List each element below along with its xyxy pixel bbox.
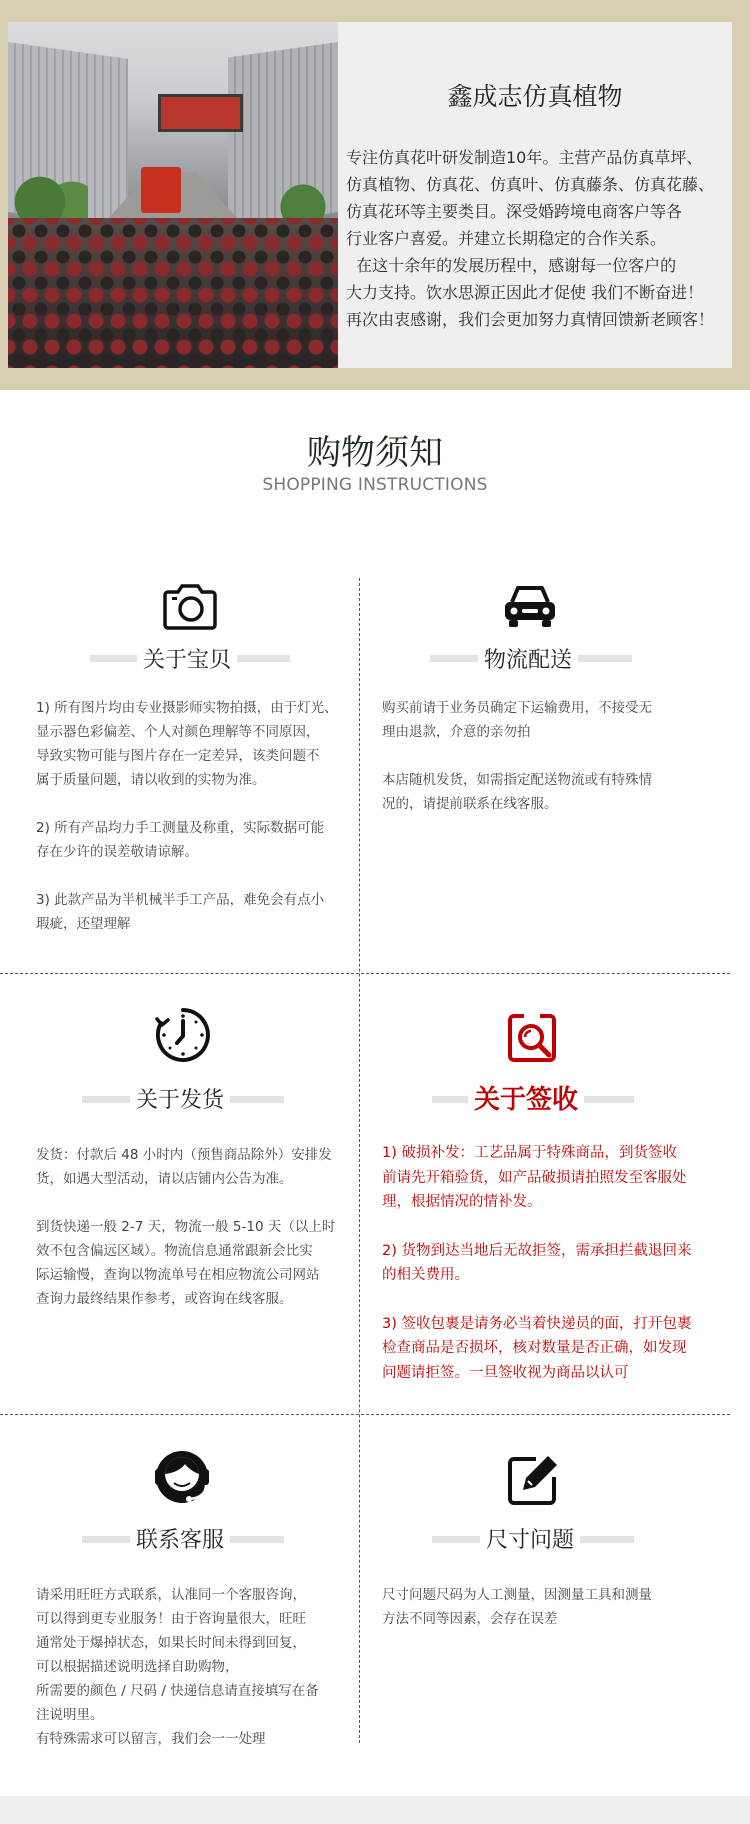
text-line: 购买前请于业务员确定下运输费用，不接受无 (382, 700, 652, 716)
shipping-text (36, 1143, 335, 1311)
text-line: 1) 所有图片均由专业摄影师实物拍摄，由于灯光、 (36, 700, 338, 716)
text-line: 瑕疵，还望理解 (36, 916, 131, 932)
text-line: 本店随机发货，如需指定配送物流或有特殊情 (382, 772, 652, 788)
text-line: 尺寸问题尺码为人工测量，因测量工具和测量 (382, 1587, 652, 1603)
text-line: 属于质量问题，请以收到的实物为准。 (36, 772, 266, 788)
section-subtitle: SHOPPING INSTRUCTIONS (262, 475, 488, 495)
text-line: 1) 破损补发：工艺品属于特殊商品，到货签收 (382, 1145, 677, 1161)
text-line: 可以根据描述说明选择自助购物， (36, 1659, 239, 1675)
logistics-text (382, 696, 652, 816)
headset-icon (152, 1447, 212, 1507)
company-card (8, 22, 732, 368)
clock-icon (153, 1005, 213, 1065)
company-line: 专注仿真花叶研发制造10年。主营产品仿真草坪、 (346, 148, 703, 167)
text-line: 存在少许的误差敬请谅解。 (36, 844, 198, 860)
text-line: 效不包含偏远区域）。物流信息通常跟新会比实 (36, 1243, 313, 1259)
text-line: 货，如遇大型活动，请以店铺内公告为准。 (36, 1171, 293, 1187)
section-heading: 联系客服 (130, 1523, 230, 1554)
company-title: 鑫成志仿真植物 (447, 82, 623, 111)
grid-divider-horizontal (0, 1414, 730, 1415)
receipt-section (360, 1003, 740, 1403)
text-line: 际运输慢，查询以物流单号在相应物流公司网站 (36, 1267, 320, 1283)
size-text (382, 1583, 652, 1631)
text-line: 到货快递一般 2-7 天，物流一般 5-10 天（以上时 (36, 1219, 336, 1235)
inspect-icon (502, 1008, 562, 1068)
text-line: 显示器色彩偏差、个人对颜色理解等不同原因， (36, 724, 320, 740)
text-line: 3) 此款产品为半机械半手工产品，难免会有点小 (36, 892, 325, 908)
company-intro (338, 22, 732, 368)
text-line: 所需要的颜色 / 尺码 / 快递信息请直接填写在备 (36, 1683, 319, 1699)
text-line: 注说明里。 (36, 1707, 104, 1723)
camera-icon (160, 576, 220, 636)
edit-icon (502, 1451, 562, 1511)
section-heading: 关于签收 (468, 1079, 584, 1116)
car-icon (500, 576, 560, 636)
text-line: 导致实物可能与图片存在一定差异，该类问题不 (36, 748, 320, 764)
text-line: 前请先开箱验货，如产品破损请拍照发至客服处 (382, 1169, 687, 1186)
about-item-section (0, 570, 359, 970)
text-line: 况的，请提前联系在线客服。 (382, 796, 558, 812)
text-line: 发货：付款后 48 小时内（预售商品除外）安排发 (36, 1147, 332, 1163)
receipt-text (382, 1141, 692, 1385)
text-line: 请采用旺旺方式联系，认准同一个客服咨询， (36, 1587, 306, 1603)
section-heading: 物流配送 (478, 643, 578, 674)
section-title: 购物须知 (307, 433, 443, 473)
about-item-text (36, 696, 338, 936)
section-heading: 尺寸问题 (480, 1523, 580, 1554)
text-line: 理，根据情况的情补发。 (382, 1194, 542, 1210)
section-heading: 关于发货 (130, 1083, 230, 1114)
text-line: 检查商品是否损坏，核对数量是否正确，如发现 (382, 1340, 687, 1356)
text-line: 2) 所有产品均力手工测量及称重，实际数据可能 (36, 820, 325, 836)
text-line: 2) 货物到达当地后无故拒签，需承担拦截退回来 (382, 1242, 692, 1259)
customer-service-section (0, 1443, 359, 1793)
section-heading: 关于宝贝 (137, 643, 237, 674)
size-section (360, 1443, 740, 1793)
factory-team-photo (8, 22, 338, 368)
company-line: 仿真花环等主要类目。深受婚跨境电商客户等各 (346, 202, 683, 221)
text-line: 理由退款，介意的亲勿拍 (382, 724, 531, 740)
page-footer-bar (0, 1796, 750, 1824)
grid-divider-horizontal (0, 973, 730, 974)
text-line: 查询力最终结果作参考，或咨询在线客服。 (36, 1291, 293, 1307)
text-line: 通常处于爆掉状态，如果长时间未得到回复， (36, 1635, 306, 1651)
logistics-section (360, 570, 740, 970)
text-line: 有特殊需求可以留言，我们会一一处理 (36, 1731, 266, 1747)
text-line: 3) 签收包裹是请务必当着快递员的面，打开包裹 (382, 1315, 692, 1332)
company-banner (0, 0, 750, 390)
company-line: 大力支持。饮水思源正因此才促使 我们不断奋进！ (346, 283, 704, 302)
text-line: 可以得到更专业服务！由于咨询量很大，旺旺 (36, 1611, 306, 1627)
company-line: 仿真植物、仿真花、仿真叶、仿真藤条、仿真花藤、 (346, 175, 715, 194)
text-line: 问题请拒签。一旦签收视为商品以认可 (382, 1364, 629, 1381)
company-line: 再次由衷感谢，我们会更加努力真情回馈新老顾客！ (346, 310, 715, 329)
company-line: 在这十余年的发展历程中，感谢每一位客户的 (346, 256, 677, 275)
text-line: 的相关费用。 (382, 1267, 469, 1283)
company-line: 行业客户喜爱。并建立长期稳定的合作关系。 (346, 229, 667, 248)
shipping-section (0, 1003, 359, 1403)
text-line: 方法不同等因素，会存在误差 (382, 1611, 558, 1627)
customer-service-text (36, 1583, 319, 1751)
company-description (346, 144, 728, 333)
